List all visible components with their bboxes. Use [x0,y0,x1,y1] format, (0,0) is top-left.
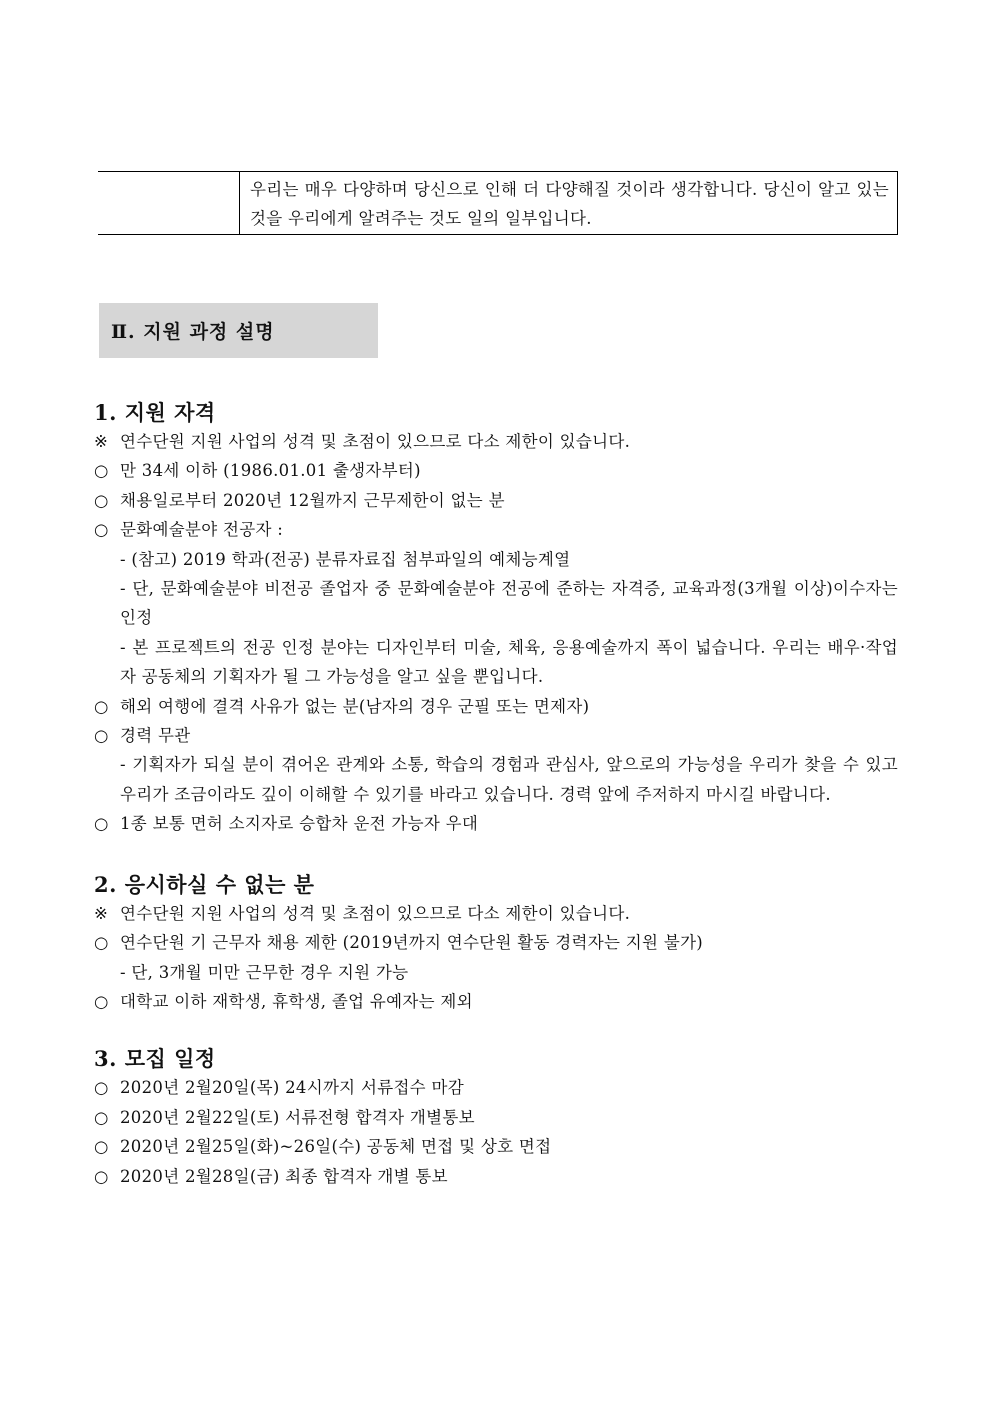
circle-bullet: ○ [94,933,109,953]
circle-bullet: ○ [94,490,109,510]
intro-table-text: 우리는 매우 다양하며 당신으로 인해 더 다양해질 것이라 생각합니다. 당신이 알고 있는 것을 우리에게 알려주는 것도 일의 일부입니다. [250,180,889,228]
list-item: ○ 채용일로부터 2020년 12월까지 근무제한이 없는 분 [94,486,898,515]
intro-table-label-cell [98,172,240,234]
sub-item: - 본 프로젝트의 전공 인정 분야는 디자인부터 미술, 체육, 응용예술까지 폭이 넓습니다. 우리는 배우·작업자 공동체의 기획자가 될 그 가능성을 알고 싶을 뿐입니다. [120,637,898,687]
list-item: ○ 2020년 2월25일(화)~26일(수) 공동체 면접 및 상호 면접 [94,1132,898,1161]
circle-bullet: ○ [94,461,109,481]
list-item: ○ 대학교 이하 재학생, 휴학생, 졸업 유예자는 제외 [94,987,898,1016]
circle-bullet: ○ [94,696,109,716]
list-item: ○ 연수단원 기 근무자 채용 제한 (2019년까지 연수단원 활동 경력자는 지원 불가) [94,928,898,957]
section-heading: Ⅱ. 지원 과정 설명 [99,303,378,358]
circle-bullet: ○ [94,814,109,834]
list-item: ○ 해외 여행에 결격 사유가 없는 분(남자의 경우 군필 또는 면제자) [94,692,898,721]
sub-item: - (참고) 2019 학과(전공) 분류자료집 첨부파일의 예체능계열 [120,549,571,569]
circle-bullet: ○ [94,991,109,1011]
list-item: ○ 2020년 2월20일(목) 24시까지 서류접수 마감 [94,1073,898,1102]
list-item: ○ 2020년 2월28일(금) 최종 합격자 개별 통보 [94,1162,898,1191]
list-item: ○ 경력 무관 [94,721,898,750]
circle-bullet: ○ [94,726,109,746]
sub-item: - 단, 문화예술분야 비전공 졸업자 중 문화예술분야 전공에 준하는 자격증, 교육과정(3개월 이상)이수자는 인정 [120,579,898,628]
list-item: ※ 연수단원 지원 사업의 성격 및 초점이 있으므로 다소 제한이 있습니다. [94,899,898,928]
list-item: ○ 문화예술분야 전공자 : [94,515,898,544]
content [94,395,898,1191]
sub-item: - 단, 3개월 미만 근무한 경우 지원 가능 [120,962,409,982]
list-item: ○ 만 34세 이하 (1986.01.01 출생자부터) [94,456,898,485]
sub-item: - 기획자가 되실 분이 겪어온 관계와 소통, 학습의 경험과 관심사, 앞으로의 가능성을 우리가 찾을 수 있고 우리가 조금이라도 깊이 이해할 수 있기를 바라고 있습니다. 경력 앞에 주저하지 마시길 바랍니다. [120,755,898,804]
heading-eligibility: 1. 지원 자격 [94,400,216,425]
circle-bullet: ○ [94,1137,109,1157]
note-mark: ※ [94,432,109,451]
heading-ineligible: 2. 응시하실 수 없는 분 [94,871,315,897]
list-item: ○ 1종 보통 면허 소지자로 승합차 운전 가능자 우대 [94,809,898,838]
list-item: ○ 2020년 2월22일(토) 서류전형 합격자 개별통보 [94,1103,898,1132]
intro-table [98,171,898,235]
circle-bullet: ○ [94,1078,109,1098]
circle-bullet: ○ [94,1166,109,1186]
list-item: ※ 연수단원 지원 사업의 성격 및 초점이 있으므로 다소 제한이 있습니다. [94,427,898,456]
heading-schedule: 3. 모집 일정 [94,1046,216,1072]
note-mark: ※ [94,903,109,923]
circle-bullet: ○ [94,1107,109,1127]
circle-bullet: ○ [94,520,109,540]
